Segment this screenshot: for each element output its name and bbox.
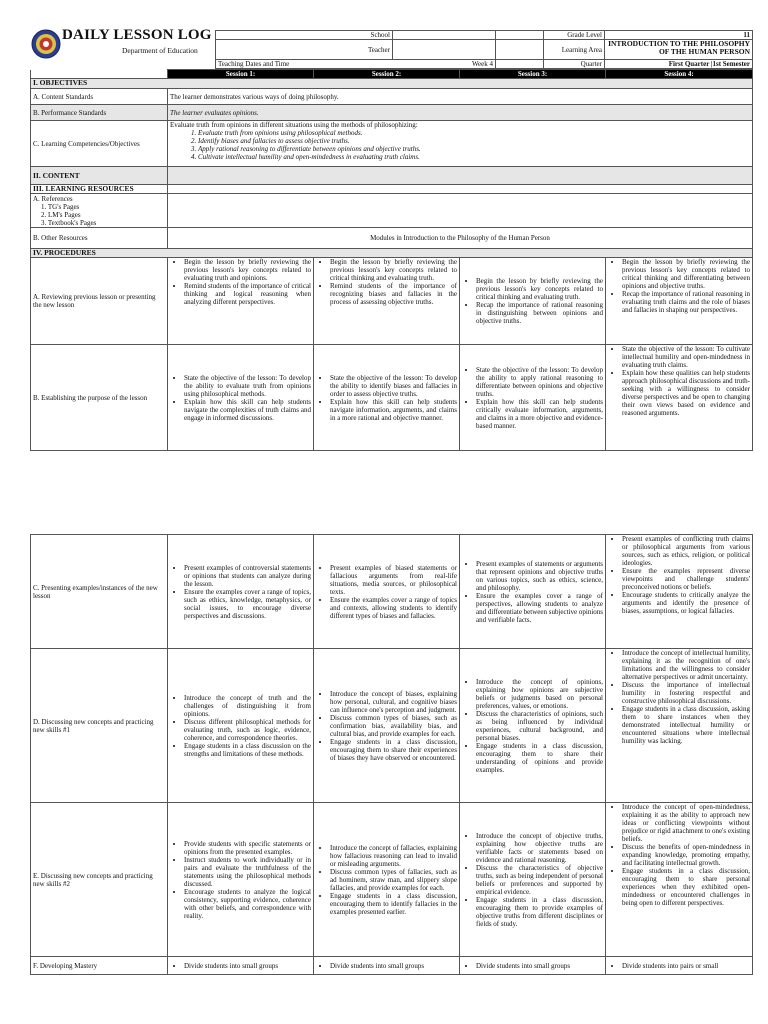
- teaching-dates-label: Teaching Dates and Time: [216, 60, 393, 69]
- session-cell[interactable]: [460, 957, 606, 975]
- teacher-label: Teacher: [216, 40, 393, 60]
- bullet-item: • Present examples of statements or arguments that represent opinions and objective truths on various topics, such as ethics, science, and philosophy.: [476, 560, 603, 592]
- bullet-item: • Recap the importance of rational reasoning in evaluating truth claims and the role of biases and fallacies in shaping our perspectives.: [622, 290, 750, 314]
- bullet-item: • Discuss different philosophical methods for evaluating truth, such as logic, evidence, coherence, and correspondence theories.: [184, 718, 311, 742]
- session-cell[interactable]: [460, 803, 606, 957]
- session-cell[interactable]: [606, 258, 753, 345]
- session-cell[interactable]: [168, 957, 314, 975]
- learning-resources-heading: III. LEARNING RESOURCES: [31, 185, 168, 194]
- session-cell[interactable]: [606, 649, 753, 803]
- other-resources-label: B. Other Resources: [31, 228, 168, 249]
- competencies-value[interactable]: [168, 121, 753, 167]
- bullet-item: • Engage students in a class discussion, asking them to share instances when they demonstrated intellectual humility or encountered situations where intellectual humility was lacking.: [622, 705, 750, 745]
- lesson-log-table-continued: [30, 534, 753, 975]
- performance-standards-value[interactable]: The learner evaluates opinions.: [168, 105, 753, 121]
- bullet-item: • Discuss common types of biases, such as confirmation bias, availability bias, and cultural bias, and provide examples for each.: [330, 714, 457, 738]
- session-cell[interactable]: [314, 258, 460, 345]
- bullet-item: • Ensure the examples cover a range of topics and contexts, allowing students to identify different types of biases and fallacies.: [330, 596, 457, 620]
- bullet-item: • Ensure the examples cover a range of perspectives, allowing students to analyze and differentiate between subjective opinions and verifiable facts.: [476, 592, 603, 624]
- session-cell[interactable]: [168, 535, 314, 649]
- bullet-item: • Engage students in a class discussion, encouraging them to share their understanding of opinions and provide examples.: [476, 742, 603, 774]
- bullet-item: • Discuss the importance of intellectual humility in fostering respectful and constructive philosophical discussions.: [622, 681, 750, 705]
- session-cell[interactable]: [314, 803, 460, 957]
- teacher-value[interactable]: [393, 40, 496, 60]
- bullet-item: • Encourage students to analyze the logical consistency, supporting evidence, coherence with other beliefs, and correspondence with reality.: [184, 888, 311, 920]
- bullet-item: • Discuss the benefits of open-mindedness in expanding knowledge, promoting empathy, and facilitating intellectual growth.: [622, 843, 750, 867]
- procedure-row-c: [31, 535, 753, 649]
- session-cell[interactable]: [606, 535, 753, 649]
- competency-item: 4. Cultivate intellectual humility and open-mindedness in evaluating truth claims.: [198, 153, 750, 161]
- objectives-heading: I. OBJECTIVES: [31, 79, 753, 89]
- bullet-item: • Present examples of controversial statements or opinions that students can analyze during the lesson.: [184, 564, 311, 588]
- learning-area-value[interactable]: INTRODUCTION TO THE PHILOSOPHY OF THE HUMAN PERSON: [605, 40, 753, 60]
- week-label: Week 4: [393, 60, 496, 69]
- session-cell[interactable]: [606, 957, 753, 975]
- session-cell[interactable]: [314, 649, 460, 803]
- deped-seal-logo: [31, 29, 61, 59]
- bullet-item: • Recap the importance of rational reasoning in distinguishing between opinions and objective truths.: [476, 301, 603, 325]
- references-label: A. References: [33, 195, 73, 203]
- department-label: Department of Education: [122, 46, 198, 55]
- bullet-item: • Engage students in a class discussion on the strengths and limitations of these methods.: [184, 742, 311, 758]
- bullet-item: • Discuss common types of fallacies, such as ad hominem, straw man, and slippery slope fallacies, and provide examples for each.: [330, 868, 457, 892]
- bullet-item: • Provide students with specific statements or opinions from the presented examples.: [184, 840, 311, 856]
- session-cell[interactable]: [314, 535, 460, 649]
- competency-item: 2. Identify biases and fallacies to assess objective truths.: [198, 137, 750, 145]
- bullet-item: • Divide students into small groups: [184, 962, 311, 970]
- bullet-item: • State the objective of the lesson: To develop the ability to apply rational reasoning to differentiate between opinions and objective truths.: [476, 366, 603, 398]
- bullet-item: • Ensure the examples cover a range of topics, such as ethics, knowledge, metaphysics, or social issues, to encourage diverse perspectives and discussions.: [184, 588, 311, 620]
- textbook-pages-label: 3. Textbook's Pages: [41, 219, 97, 227]
- bullet-item: • Divide students into pairs or small: [622, 962, 750, 970]
- school-label: School: [216, 31, 393, 40]
- competencies-label: C. Learning Competencies/Objectives: [31, 121, 168, 167]
- content-heading: II. CONTENT: [31, 167, 168, 185]
- bullet-item: • Present examples of biased statements or fallacious arguments from real-life situations, media sources, or philosophical texts.: [330, 564, 457, 596]
- bullet-item: • State the objective of the lesson: To cultivate intellectual humility and open-mindedness in evaluating truth claims.: [622, 345, 750, 369]
- bullet-item: • Engage students in a class discussion, encouraging them to identify fallacies in the examples presented earlier.: [330, 892, 457, 916]
- session-cell[interactable]: [606, 803, 753, 957]
- row-label: B. Establishing the purpose of the lesson: [31, 345, 168, 451]
- row-label: A. Reviewing previous lesson or presenting the new lesson: [31, 258, 168, 345]
- bullet-item: • Begin the lesson by briefly reviewing the previous lesson's key concepts related to critical thinking and evaluating truth.: [330, 258, 457, 282]
- bullet-item: • Introduce the concept of opinions, explaining how opinions are subjective beliefs or judgments based on personal preferences, values, or emotions.: [476, 678, 603, 710]
- bullet-item: • Begin the lesson by briefly reviewing the previous lesson's key concepts related to critical thinking and evaluating truth.: [476, 277, 603, 301]
- references-block: [31, 194, 168, 228]
- bullet-item: • Begin the lesson by briefly reviewing the previous lesson's key concepts related to evaluating truth and opinions.: [184, 258, 311, 282]
- school-value[interactable]: [393, 31, 496, 40]
- session-cell[interactable]: [168, 649, 314, 803]
- session-4-header: Session 4:: [606, 70, 753, 79]
- bullet-item: • Remind students of the importance of recognizing biases and fallacies in the process of assessing objective truths.: [330, 282, 457, 306]
- grade-level-value[interactable]: 11: [605, 31, 753, 40]
- bullet-item: • Remind students of the importance of critical thinking and logical reasoning when analyzing different perspectives.: [184, 282, 311, 306]
- bullet-item: • Discuss the characteristics of opinions, such as being influenced by individual experiences, cultural background, and personal biases.: [476, 710, 603, 742]
- competency-item: 3. Apply rational reasoning to differentiate between opinions and objective truths.: [198, 145, 750, 153]
- procedure-row-b: [31, 345, 753, 451]
- row-label: D. Discussing new concepts and practicing new skills #1: [31, 649, 168, 803]
- bullet-item: • Divide students into small groups: [330, 962, 457, 970]
- bullet-item: • Introduce the concept of truth and the challenges of distinguishing it from opinions.: [184, 694, 311, 718]
- procedure-row-a: [31, 258, 753, 345]
- content-standards-label: A. Content Standards: [31, 89, 168, 105]
- session-3-header: Session 3:: [460, 70, 606, 79]
- bullet-item: • State the objective of the lesson: To develop the ability to identify biases and fallacies in order to assess objective truths.: [330, 374, 457, 398]
- session-cell[interactable]: [168, 258, 314, 345]
- page-title: DAILY LESSON LOG: [62, 27, 212, 43]
- session-cell[interactable]: [460, 535, 606, 649]
- session-2-header: Session 2:: [314, 70, 460, 79]
- quarter-value[interactable]: First Quarter |1st Semester: [605, 60, 753, 69]
- learning-area-label: Learning Area: [544, 40, 605, 60]
- performance-standards-label: B. Performance Standards: [31, 105, 168, 121]
- bullet-item: • Introduce the concept of open-mindedness, explaining it as the ability to approach new ideas or conflicting viewpoints without prejudice or rigid attachment to one's existing beliefs.: [622, 803, 750, 843]
- bullet-item: • Introduce the concept of intellectual humility, explaining it as the recognition of one's limitations and the willingness to consider alternative perspectives or admit uncertainty.: [622, 649, 750, 681]
- header-table: [215, 30, 753, 69]
- bullet-item: • State the objective of the lesson: To develop the ability to evaluate truth from opinions using philosophical methods.: [184, 374, 311, 398]
- session-cell[interactable]: [168, 803, 314, 957]
- bullet-item: • Introduce the concept of fallacies, explaining how fallacious reasoning can lead to invalid or misleading arguments.: [330, 844, 457, 868]
- tg-pages-label: 1. TG's Pages: [41, 203, 80, 211]
- bullet-item: • Encourage students to critically analyze the arguments and identify the presence of biases, assumptions, or logical fallacies.: [622, 591, 750, 615]
- procedure-row-e: [31, 803, 753, 957]
- session-1-header: Session 1:: [168, 70, 314, 79]
- bullet-item: • Ensure the examples represent diverse viewpoints and challenge students' preconceived notions or beliefs.: [622, 567, 750, 591]
- bullet-item: • Engage students in a class discussion, encouraging them to provide examples of objective truths from different disciplines or fields of study.: [476, 896, 603, 928]
- row-label: C. Presenting examples/instances of the new lesson: [31, 535, 168, 649]
- row-label: E. Discussing new concepts and practicing new skills #2: [31, 803, 168, 957]
- session-cell[interactable]: [606, 345, 753, 451]
- bullet-item: • Explain how this skill can help students navigate the complexities of truth claims and engage in informed discussions.: [184, 398, 311, 422]
- bullet-item: • Begin the lesson by briefly reviewing the previous lesson's key concepts related to critical thinking and differentiating between opinions and objective truths.: [622, 258, 750, 290]
- bullet-item: • Present examples of conflicting truth claims or philosophical arguments from various sources, such as ethics, religion, or political ideologies.: [622, 535, 750, 567]
- quarter-label: Quarter: [544, 60, 605, 69]
- competencies-list: [170, 129, 750, 161]
- bullet-item: • Explain how this skill can help students critically evaluate information, arguments, and claims in a more objective and evidence-based manner.: [476, 398, 603, 430]
- bullet-item: • Explain how these qualities can help students approach philosophical discussions and truth-seeking with a willingness to consider diverse perspectives and be open to changing their own views based on evidence and reasoned arguments.: [622, 369, 750, 417]
- competencies-intro: Evaluate truth from opinions in different situations using the methods of philosophizing:: [170, 121, 418, 129]
- row-label: F. Developing Mastery: [31, 957, 168, 975]
- lm-pages-label: 2. LM's Pages: [41, 211, 81, 219]
- other-resources-value[interactable]: Modules in Introduction to the Philosophy of the Human Person: [168, 228, 753, 249]
- content-standards-value[interactable]: The learner demonstrates various ways of doing philosophy.: [168, 89, 753, 105]
- session-cell[interactable]: [460, 649, 606, 803]
- competency-item: 1. Evaluate truth from opinions using philosophical methods.: [198, 129, 750, 137]
- bullet-item: • Introduce the concept of objective truths, explaining how objective truths are verifiable facts or statements based on evidence and rational reasoning.: [476, 832, 603, 864]
- procedure-row-f: [31, 957, 753, 975]
- bullet-item: • Discuss the characteristics of objective truths, such as being independent of personal beliefs or preferences and supported by empirical evidence.: [476, 864, 603, 896]
- bullet-item: • Divide students into small groups: [476, 962, 603, 970]
- bullet-item: • Introduce the concept of biases, explaining how personal, cultural, and cognitive biases can influence one's perception and judgment.: [330, 690, 457, 714]
- session-cell[interactable]: [460, 258, 606, 345]
- session-cell[interactable]: [168, 345, 314, 451]
- session-cell[interactable]: [314, 957, 460, 975]
- grade-level-label: Grade Level: [544, 31, 605, 40]
- bullet-item: • Engage students in a class discussion, encouraging them to share personal experiences when they exhibited open-mindedness or encountered challenges in being open to different perspectives.: [622, 867, 750, 907]
- procedure-row-d: [31, 649, 753, 803]
- session-cell[interactable]: [314, 345, 460, 451]
- bullet-item: • Instruct students to work individually or in pairs and evaluate the truthfulness of the statements using the philosophical methods discussed.: [184, 856, 311, 888]
- bullet-item: • Engage students in a class discussion, encouraging them to share their experiences of biases they have observed or encountered.: [330, 738, 457, 762]
- session-cell[interactable]: [460, 345, 606, 451]
- bullet-item: • Explain how this skill can help students navigate information, arguments, and claims in a more rational and objective manner.: [330, 398, 457, 422]
- lesson-log-table: [30, 69, 753, 451]
- procedures-heading: IV. PROCEDURES: [31, 249, 753, 258]
